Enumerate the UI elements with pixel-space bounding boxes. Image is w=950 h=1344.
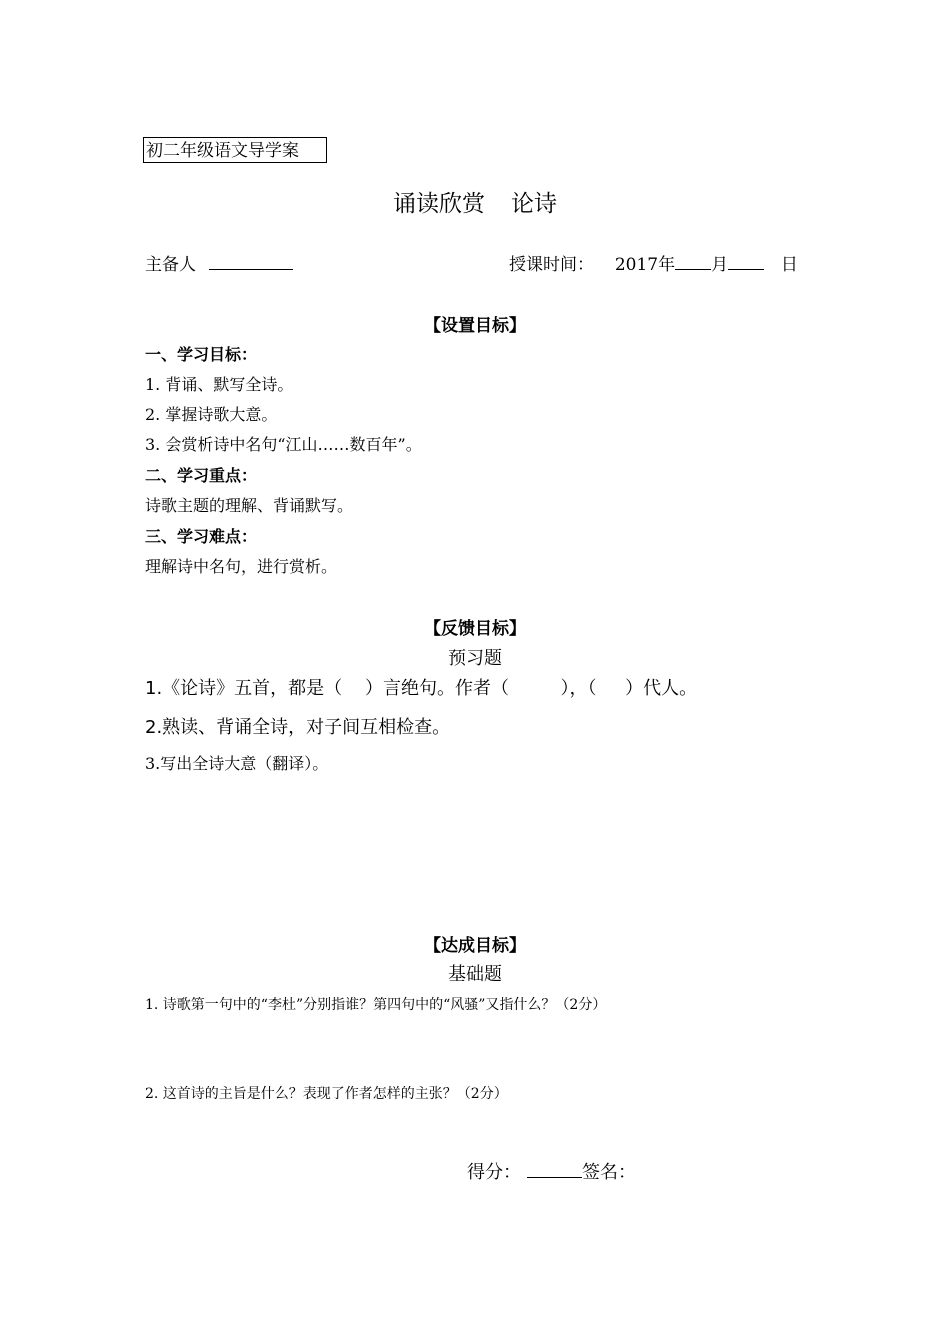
achieve-goals-heading: 【达成目标】: [424, 936, 526, 956]
month-text: 月: [711, 255, 729, 275]
set-goals-heading: 【设置目标】: [424, 316, 526, 336]
learning-goals-title: 一、学习目标：: [145, 345, 258, 364]
preview-question-1: 1.《论诗》五首，都是（ ）言绝句。作者（ ），（ ）代人。: [145, 678, 698, 699]
preparer-blank: [209, 252, 293, 270]
class-time-line: [509, 250, 798, 275]
title-part-1: 诵读欣赏: [393, 191, 485, 217]
preview-question-2: 2.熟读、背诵全诗，对子间互相检查。: [145, 717, 451, 738]
score-blank: [527, 1159, 582, 1178]
score-sign-line: [467, 1158, 636, 1184]
difficulty-title: 三、学习难点：: [145, 527, 258, 546]
preparer-line: [145, 250, 293, 275]
preview-questions-subheading: 预习题: [448, 648, 502, 669]
day-blank: [728, 252, 764, 270]
grade-label-box: [143, 137, 327, 163]
score-label: 得分：: [467, 1162, 521, 1183]
month-blank: [675, 252, 711, 270]
learning-goal-item: 2. 掌握诗歌大意。: [145, 405, 278, 424]
preview-question-3: 3.写出全诗大意（翻译）。: [145, 754, 329, 773]
focus-text: 诗歌主题的理解、背诵默写。: [145, 496, 354, 515]
page-title: [0, 185, 950, 218]
learning-goal-item: 1. 背诵、默写全诗。: [145, 375, 294, 394]
grade-label: 初二年级语文导学案: [146, 141, 299, 161]
focus-title: 二、学习重点：: [145, 466, 258, 485]
day-text: 日: [780, 255, 798, 275]
title-part-2: 论诗: [511, 191, 557, 217]
preparer-label: 主备人: [145, 255, 196, 275]
basic-question-1: 1. 诗歌第一句中的“李杜”分别指谁？第四句中的“风骚”又指什么？（2分）: [145, 997, 607, 1013]
basic-questions-subheading: 基础题: [448, 964, 502, 985]
time-label: 授课时间：: [509, 255, 594, 275]
difficulty-text: 理解诗中名句，进行赏析。: [145, 557, 338, 576]
year-text: 2017年: [614, 255, 676, 275]
learning-goal-item: 3. 会赏析诗中名句“江山……数百年”。: [145, 435, 422, 454]
feedback-goals-heading: 【反馈目标】: [424, 619, 526, 639]
basic-question-2: 2. 这首诗的主旨是什么？表现了作者怎样的主张？（2分）: [145, 1086, 508, 1102]
sign-label: 签名：: [582, 1162, 636, 1183]
